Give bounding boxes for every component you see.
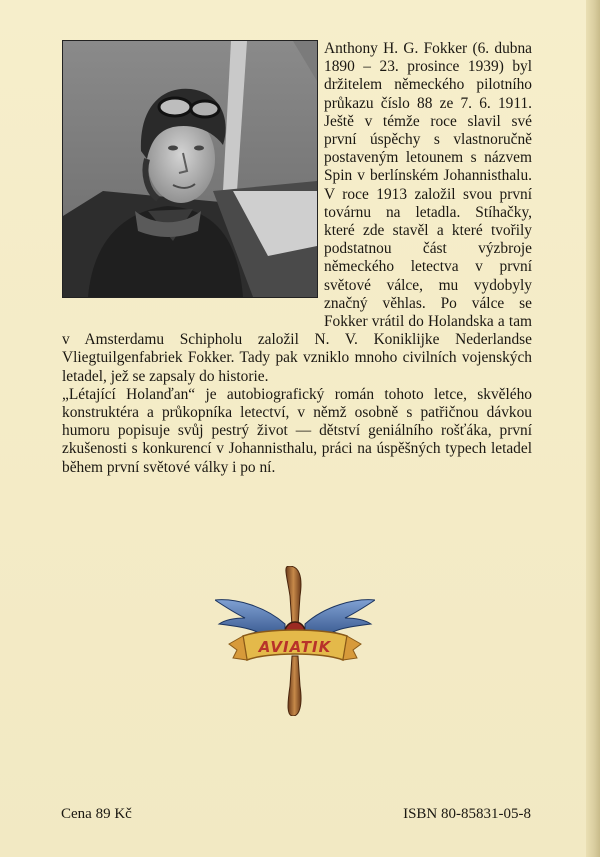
price-label: Cena 89 Kč xyxy=(61,806,132,822)
cover-edge xyxy=(586,0,600,857)
logo-text: AVIATIK xyxy=(258,638,332,656)
aviatik-logo xyxy=(215,566,375,716)
isbn-label: ISBN 80-85831-05-8 xyxy=(403,806,531,822)
photo-spacer xyxy=(62,40,324,320)
author-biography: Anthony H. G. Fokker (6. dubna 1890 – 23. prosince 1939) byl držitelem německého pilotního průkazu číslo 88 ze 7. 6. 1911. Ještě v témže roce slavil své první úspěchy s vlastnoručně postaveným letounem s názvem Spin v berlínském Johannisthalu. V roce 1913 založil svou první továrnu na letadla. Stíhačky, které zde stavěl a které tvořily podstatnou část výzbroje německého letectva v první světové válce, mu vydobyly značný věhlas. Po válce se Fokker vrátil do Holandska a tam v Amsterdamu Schipholu založil N. V. Koniklijke Nederlandse Vliegtuilgenfabriek Fokker. Tady pak vzniklo mnoho civilních vojenských letadel, jež se zapsaly do historie. xyxy=(62,40,532,385)
blurb-text xyxy=(62,40,532,477)
book-description: „Létající Holanďan“ je autobiografický román tohoto letce, skvělého konstruktéra a průkopníka letectví, v němž osobně s patřičnou dávkou humoru popisuje svůj pestrý život — dětství geniálního rošťáka, první zkušenosti s konkurencí v Johannisthalu, práci na úspěšných typech letadel během první světové války i po ní. xyxy=(62,385,532,476)
